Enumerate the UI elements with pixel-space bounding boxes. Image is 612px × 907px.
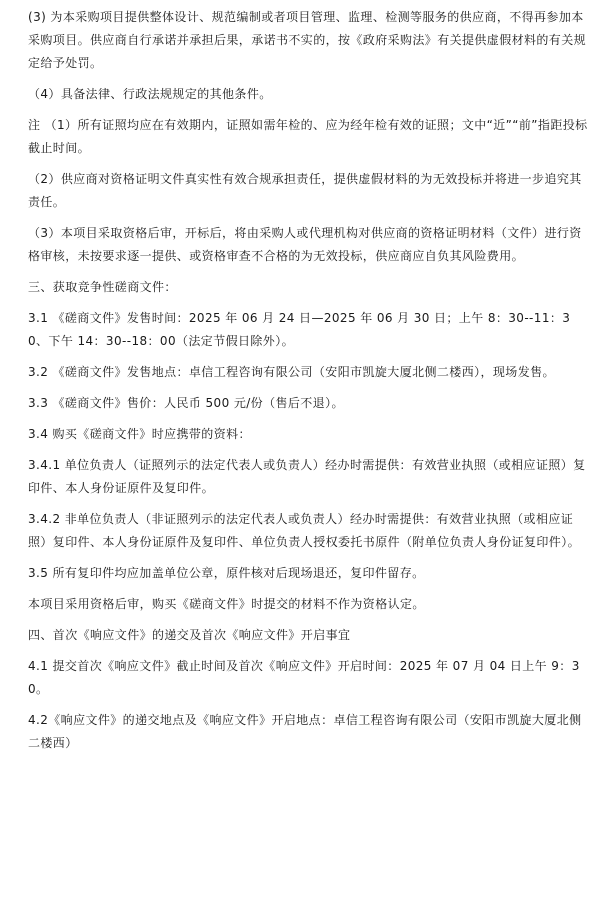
paragraph-qualification-note: 本项目采用资格后审，购买《磋商文件》时提交的材料不作为资格认定。 <box>28 597 425 611</box>
paragraph-3-4: 3.4 购买《磋商文件》时应携带的资料： <box>28 427 251 441</box>
section-heading-4: 四、首次《响应文件》的递交及首次《响应文件》开启事宜 <box>28 628 351 642</box>
paragraph-3-4-1: 3.4.1 单位负责人（证照列示的法定代表人或负责人）经办时需提供：有效营业执照（或相应证照）复印件、本人身份证原件及复印件。 <box>28 458 586 495</box>
paragraph-4-2: 4.2《响应文件》的递交地点及《响应文件》开启地点：卓信工程咨询有限公司（安阳市凯旋大厦北侧二楼西） <box>28 713 582 750</box>
paragraph-other-conditions: （4）具备法律、行政法规规定的其他条件。 <box>28 87 272 101</box>
paragraph-3-2: 3.2 《磋商文件》发售地点：卓信工程咨询有限公司（安阳市凯旋大厦北侧二楼西），现场发售。 <box>28 365 555 379</box>
paragraph-3-4-2: 3.4.2 非单位负责人（非证照列示的法定代表人或负责人）经办时需提供：有效营业执照（或相应证照）复印件、本人身份证原件及复印件、单位负责人授权委托书原件（附单位负责人身份证复印件）。 <box>28 512 581 549</box>
paragraph-3-1: 3.1 《磋商文件》发售时间：2025 年 06 月 24 日—2025 年 06 月 30 日；上午 8：30--11：30、下午 14：30--18：00（法定节假日除外）。 <box>28 311 571 348</box>
paragraph-3-3: 3.3 《磋商文件》售价：人民币 500 元/份（售后不退）。 <box>28 396 344 410</box>
paragraph-conflict-of-interest: (3) 为本采购项目提供整体设计、规范编制或者项目管理、监理、检测等服务的供应商，不得再参加本采购项目。供应商自行承诺并承担后果，承诺书不实的，按《政府采购法》有关提供虚假材料的有关规定给予处罚。 <box>28 10 587 70</box>
section-heading-3: 三、获取竞争性磋商文件： <box>28 280 177 294</box>
paragraph-note-2: （2）供应商对资格证明文件真实性有效合规承担责任，提供虚假材料的为无效投标并将进一步追究其责任。 <box>28 172 582 209</box>
paragraph-3-5: 3.5 所有复印件均应加盖单位公章，原件核对后现场退还，复印件留存。 <box>28 566 425 580</box>
paragraph-note-3: （3）本项目采取资格后审，开标后，将由采购人或代理机构对供应商的资格证明材料（文件）进行资格审核，未按要求逐一提供、或资格审查不合格的为无效投标，供应商应自负其风险费用。 <box>28 226 582 263</box>
paragraph-note-1: 注 （1）所有证照均应在有效期内，证照如需年检的、应为经年检有效的证照；文中“近”“前”指距投标截止时间。 <box>28 118 588 155</box>
document-body <box>28 6 590 763</box>
paragraph-4-1: 4.1 提交首次《响应文件》截止时间及首次《响应文件》开启时间：2025 年 07 月 04 日上午 9：30。 <box>28 659 580 696</box>
